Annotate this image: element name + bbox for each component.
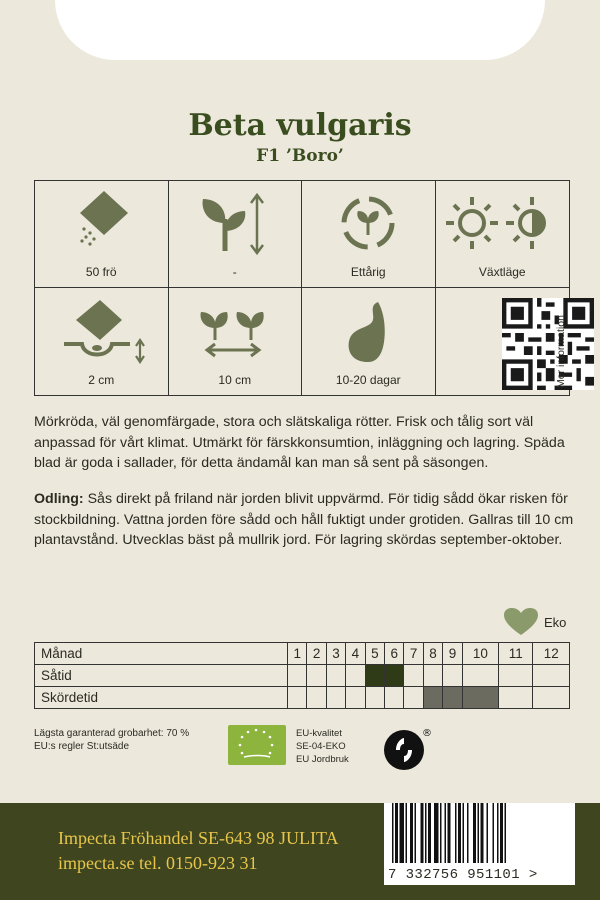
sowing-month-cell — [288, 665, 307, 687]
eu-quality-text — [296, 727, 349, 766]
eu-line2: SE-04-EKO — [296, 741, 346, 752]
spacing-label: 10 cm — [218, 373, 252, 387]
month-cell: 7 — [404, 643, 423, 665]
barcode-bar — [493, 803, 495, 863]
month-cell: 3 — [326, 643, 345, 665]
barcode-bar — [497, 803, 499, 863]
seed-packet-icon — [66, 191, 136, 253]
germination-note-line1: Lägsta garanterad grobarhet: 70 % — [34, 728, 190, 739]
info-depth — [35, 288, 169, 395]
company-contact: impecta.se tel. 0150-923 31 — [58, 853, 258, 873]
calendar-header-row — [35, 643, 570, 665]
harvest-row-label: Skördetid — [35, 687, 288, 709]
height-label: - — [232, 265, 237, 279]
packet-cutout — [55, 0, 545, 60]
eko-badge — [504, 608, 566, 636]
harvest-month-cell — [462, 687, 499, 709]
month-cell: 1 — [288, 643, 307, 665]
harvest-month-cell — [385, 687, 404, 709]
barcode-bar — [445, 803, 447, 863]
barcode-bar — [505, 803, 507, 863]
sowing-month-cell — [443, 665, 462, 687]
month-cell: 2 — [307, 643, 326, 665]
info-germination — [302, 288, 436, 395]
barcode-bar — [448, 803, 451, 863]
barcode-bar — [392, 803, 394, 863]
annual-cycle-icon — [336, 191, 400, 255]
position-label: Växtläge — [478, 265, 526, 279]
harvest-month-cell — [288, 687, 307, 709]
sowing-month-cell — [404, 665, 423, 687]
sowing-row-label: Såtid — [35, 665, 288, 687]
info-seeds — [35, 181, 169, 288]
eko-label: Eko — [544, 614, 567, 630]
barcode-bar — [415, 803, 417, 863]
barcode-bar — [463, 803, 465, 863]
barcode-bar — [421, 803, 424, 863]
barcode-bar — [440, 803, 442, 863]
plant-height-icon — [195, 191, 275, 255]
barcode-bar — [428, 803, 431, 863]
sowing-row — [35, 665, 570, 687]
svg-text:®: ® — [422, 728, 432, 739]
depth-label: 2 cm — [88, 373, 115, 387]
germination-note — [34, 727, 189, 753]
heart-icon — [504, 608, 538, 636]
eu-line1: EU-kvalitet — [296, 728, 342, 739]
eu-line3: EU Jordbruk — [296, 754, 349, 765]
harvest-month-cell — [365, 687, 384, 709]
month-cell: 9 — [443, 643, 462, 665]
eu-organic-logo — [228, 725, 286, 765]
germination-note-line2: EU:s regler St:utsäde — [34, 741, 130, 752]
harvest-month-cell — [404, 687, 423, 709]
barcode-bar — [434, 803, 439, 863]
product-title: Beta vulgaris — [188, 108, 412, 143]
sowing-month-cell — [385, 665, 404, 687]
eu-leaf-icon — [228, 725, 286, 765]
germination-label: 10-20 dagar — [335, 373, 401, 387]
qr-label: Mer information — [555, 315, 567, 388]
harvest-month-cell — [307, 687, 326, 709]
info-qr[interactable] — [436, 288, 570, 395]
month-cell: 5 — [365, 643, 384, 665]
harvest-month-cell — [423, 687, 442, 709]
plant-spacing-icon — [195, 298, 275, 362]
info-spacing — [169, 288, 303, 395]
sun-halfshade-icon — [442, 191, 562, 255]
lifecycle-label: Ettårig — [350, 265, 386, 279]
cultivation-heading: Odling: — [34, 491, 84, 507]
harvest-row — [35, 687, 570, 709]
cultivation-text — [34, 489, 574, 551]
barcode-bar — [455, 803, 457, 863]
germination-icon — [338, 298, 398, 364]
month-cell: 8 — [423, 643, 442, 665]
cultivation-body: Sås direkt på friland när jorden blivit uppvärmd. För tidig sådd ökar risken för stockbildning. Vattna jorden före sådd och håll fuktigt under grotiden. Gallras till 10 cm plantavstånd. Utvecklas bäst på mullrik jord. För lagring skördas september-oktober. — [34, 491, 574, 548]
sowing-month-cell — [533, 665, 570, 687]
barcode-bar — [500, 803, 503, 863]
barcode-bar — [406, 803, 408, 863]
green-dot-recycling-icon — [382, 724, 432, 774]
barcode — [384, 803, 575, 885]
barcode-bar — [481, 803, 484, 863]
month-cell: 12 — [533, 643, 570, 665]
calendar-header: Månad — [35, 643, 288, 665]
month-cell: 6 — [385, 643, 404, 665]
barcode-number: 7 332756 951101 > — [388, 867, 538, 883]
sowing-depth-icon — [56, 298, 146, 364]
barcode-bars-icon — [384, 803, 575, 863]
harvest-month-cell — [326, 687, 345, 709]
barcode-bar — [425, 803, 427, 863]
barcode-bar — [487, 803, 489, 863]
sowing-month-cell — [499, 665, 533, 687]
sowing-month-cell — [423, 665, 442, 687]
sowing-month-cell — [462, 665, 499, 687]
icon-grid — [34, 180, 570, 396]
footer — [0, 803, 600, 900]
barcode-bar — [467, 803, 469, 863]
barcode-bar — [478, 803, 480, 863]
qr-code-icon[interactable] — [502, 298, 594, 390]
harvest-month-cell — [443, 687, 462, 709]
barcode-bar — [395, 803, 398, 863]
sowing-month-cell — [365, 665, 384, 687]
harvest-month-cell — [346, 687, 365, 709]
sowing-calendar — [34, 642, 570, 709]
info-height — [169, 181, 303, 288]
barcode-bar — [410, 803, 413, 863]
product-subtitle: F1 ’Boro’ — [256, 146, 344, 166]
month-cell: 10 — [462, 643, 499, 665]
sowing-month-cell — [326, 665, 345, 687]
company-address: Impecta Fröhandel SE-643 98 JULITA — [58, 828, 339, 848]
info-position — [436, 181, 570, 288]
barcode-bar — [458, 803, 461, 863]
barcode-bar — [473, 803, 476, 863]
sowing-month-cell — [307, 665, 326, 687]
info-lifecycle — [302, 181, 436, 288]
month-cell: 4 — [346, 643, 365, 665]
month-cell: 11 — [499, 643, 533, 665]
harvest-month-cell — [533, 687, 570, 709]
description-text: Mörkröda, väl genomfärgade, stora och slätskaliga rötter. Frisk och tålig sort väl anpassad för vårt klimat. Utmärkt för färskkonsumtion, inläggning och lagring. Späda blad är goda i sallader, för detta ändamål kan man så sent på säsongen. — [34, 414, 565, 471]
seeds-label: 50 frö — [85, 265, 117, 279]
barcode-bar — [400, 803, 405, 863]
sowing-month-cell — [346, 665, 365, 687]
harvest-month-cell — [499, 687, 533, 709]
